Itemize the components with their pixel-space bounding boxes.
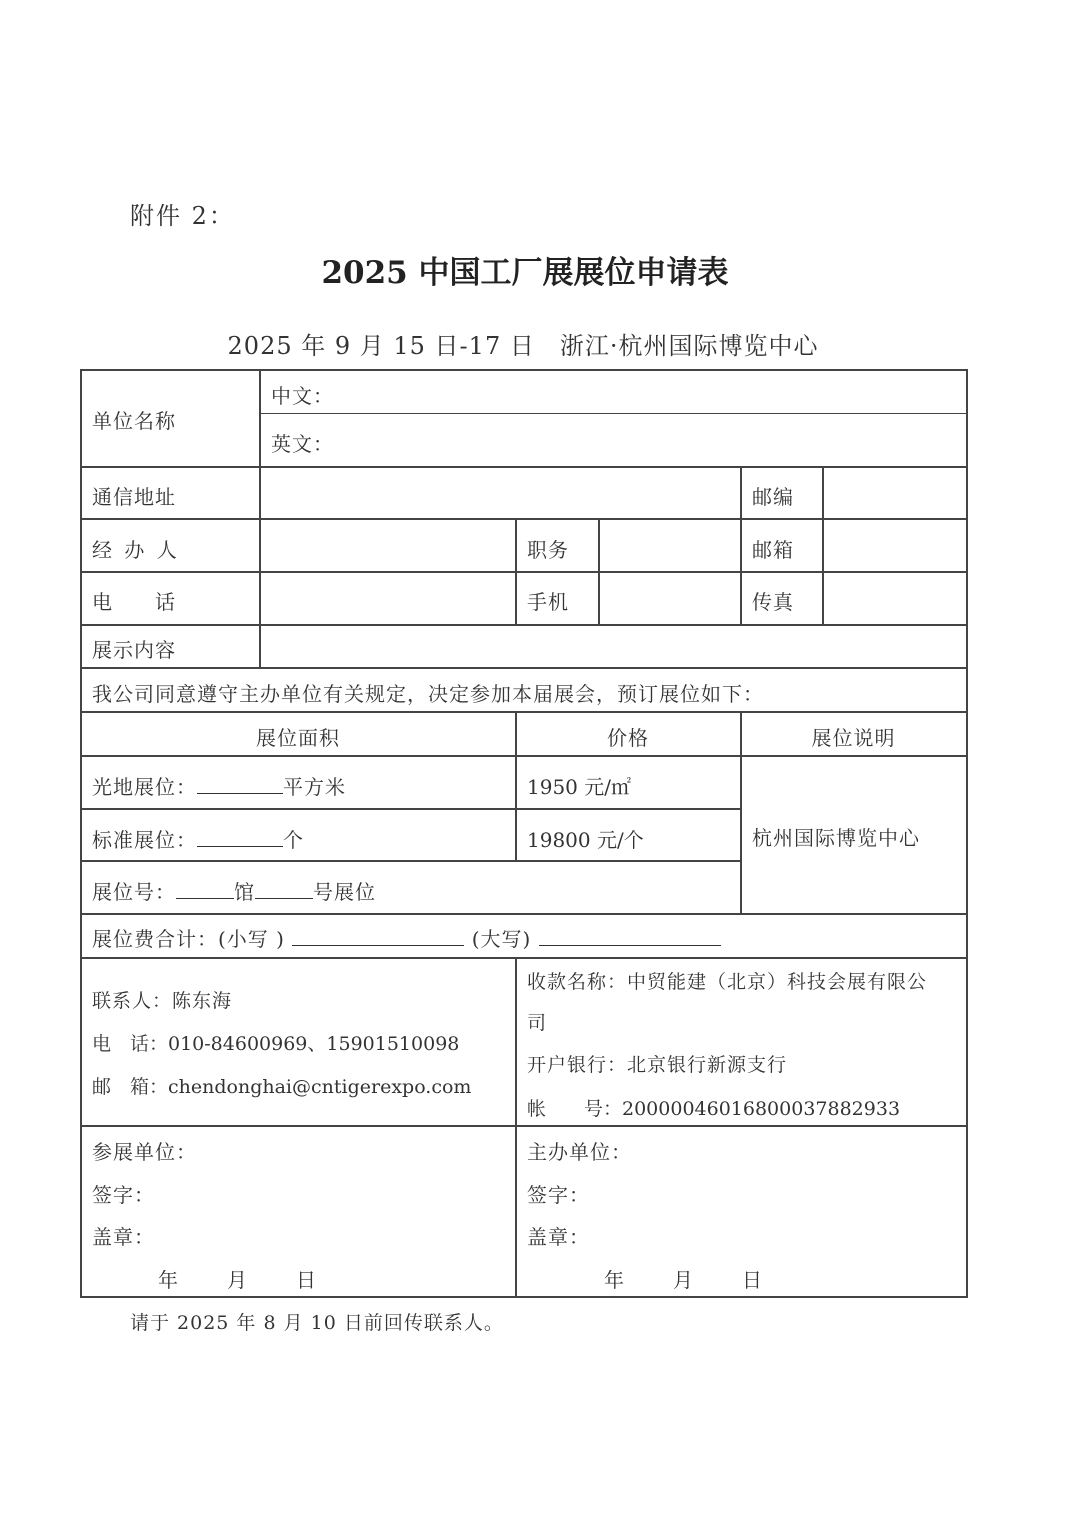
payee-name-line1: 收款名称：中贸能建（北京）科技会展有限公	[527, 971, 928, 993]
col-header-area: 展位面积	[256, 726, 340, 750]
standard-booth-unit: 个	[283, 828, 304, 852]
contact-person: 联系人：陈东海	[92, 990, 233, 1012]
exhibitor-seal[interactable]: 盖章：	[92, 1225, 155, 1249]
venue-description: 杭州国际博览中心	[752, 826, 920, 850]
agreement-text: 我公司同意遵守主办单位有关规定，决定参加本届展会，预订展位如下：	[92, 682, 764, 706]
postcode-label: 邮编	[752, 485, 794, 509]
organizer-sign[interactable]: 签字：	[527, 1183, 590, 1207]
organizer-seal[interactable]: 盖章：	[527, 1225, 590, 1249]
total-uppercase-input[interactable]	[539, 927, 721, 946]
total-fee-row	[92, 923, 721, 952]
exhibitor-sign[interactable]: 签字：	[92, 1183, 155, 1207]
organizer-date[interactable]: 年 月 日	[604, 1268, 765, 1292]
mobile-label: 手机	[527, 590, 569, 614]
address-label: 通信地址	[92, 485, 176, 509]
total-lowercase-input[interactable]	[292, 927, 464, 946]
raw-space-price: 1950 元/㎡	[527, 775, 631, 799]
booth-number-row	[92, 876, 376, 905]
total-fee-label: 展位费合计：(小写 )	[92, 927, 285, 951]
organizer-label: 主办单位：	[527, 1140, 632, 1164]
page-subtitle: 2025 年 9 月 15 日-17 日 浙江·杭州国际博览中心	[227, 332, 819, 360]
booth-input[interactable]	[255, 880, 313, 899]
raw-space-unit: 平方米	[283, 775, 346, 799]
standard-booth-input[interactable]	[197, 828, 283, 847]
payee-name-line2: 司	[527, 1012, 547, 1034]
page-title: 2025 中国工厂展展位申请表	[321, 255, 729, 291]
standard-booth-row	[92, 824, 304, 853]
raw-space-input[interactable]	[197, 775, 283, 794]
position-label: 职务	[527, 538, 569, 562]
exhibit-content-label: 展示内容	[92, 638, 176, 662]
contact-email: 邮 箱：chendonghai@cntigerexpo.com	[92, 1076, 472, 1098]
hall-input[interactable]	[176, 880, 234, 899]
booth-suffix: 号展位	[313, 880, 376, 904]
footer-note: 请于 2025 年 8 月 10 日前回传联系人。	[130, 1312, 504, 1334]
col-header-desc: 展位说明	[811, 726, 896, 750]
handler-label: 经 办 人	[92, 538, 180, 562]
raw-space-row	[92, 771, 346, 800]
payee-account: 帐 号：20000046016800037882933	[527, 1098, 901, 1120]
contact-phone: 电 话：010-84600969、15901510098	[92, 1033, 460, 1055]
english-name-field[interactable]: 英文：	[271, 432, 334, 456]
total-uppercase-label: (大写)	[471, 927, 532, 951]
raw-space-label: 光地展位：	[92, 775, 197, 799]
phone-label: 电 话	[92, 590, 176, 614]
col-header-price: 价格	[607, 726, 649, 750]
exhibitor-label: 参展单位：	[92, 1140, 197, 1164]
unit-name-label: 单位名称	[92, 409, 176, 433]
hall-label: 馆	[234, 880, 255, 904]
booth-number-label: 展位号：	[92, 880, 176, 904]
standard-booth-label: 标准展位：	[92, 828, 197, 852]
payee-bank: 开户银行：北京银行新源支行	[527, 1054, 788, 1076]
exhibitor-date[interactable]: 年 月 日	[158, 1268, 319, 1292]
email-label: 邮箱	[752, 538, 794, 562]
attachment-label: 附件 2：	[130, 202, 235, 230]
chinese-name-field[interactable]: 中文：	[271, 384, 334, 408]
fax-label: 传真	[752, 590, 794, 614]
standard-booth-price: 19800 元/个	[527, 828, 644, 852]
